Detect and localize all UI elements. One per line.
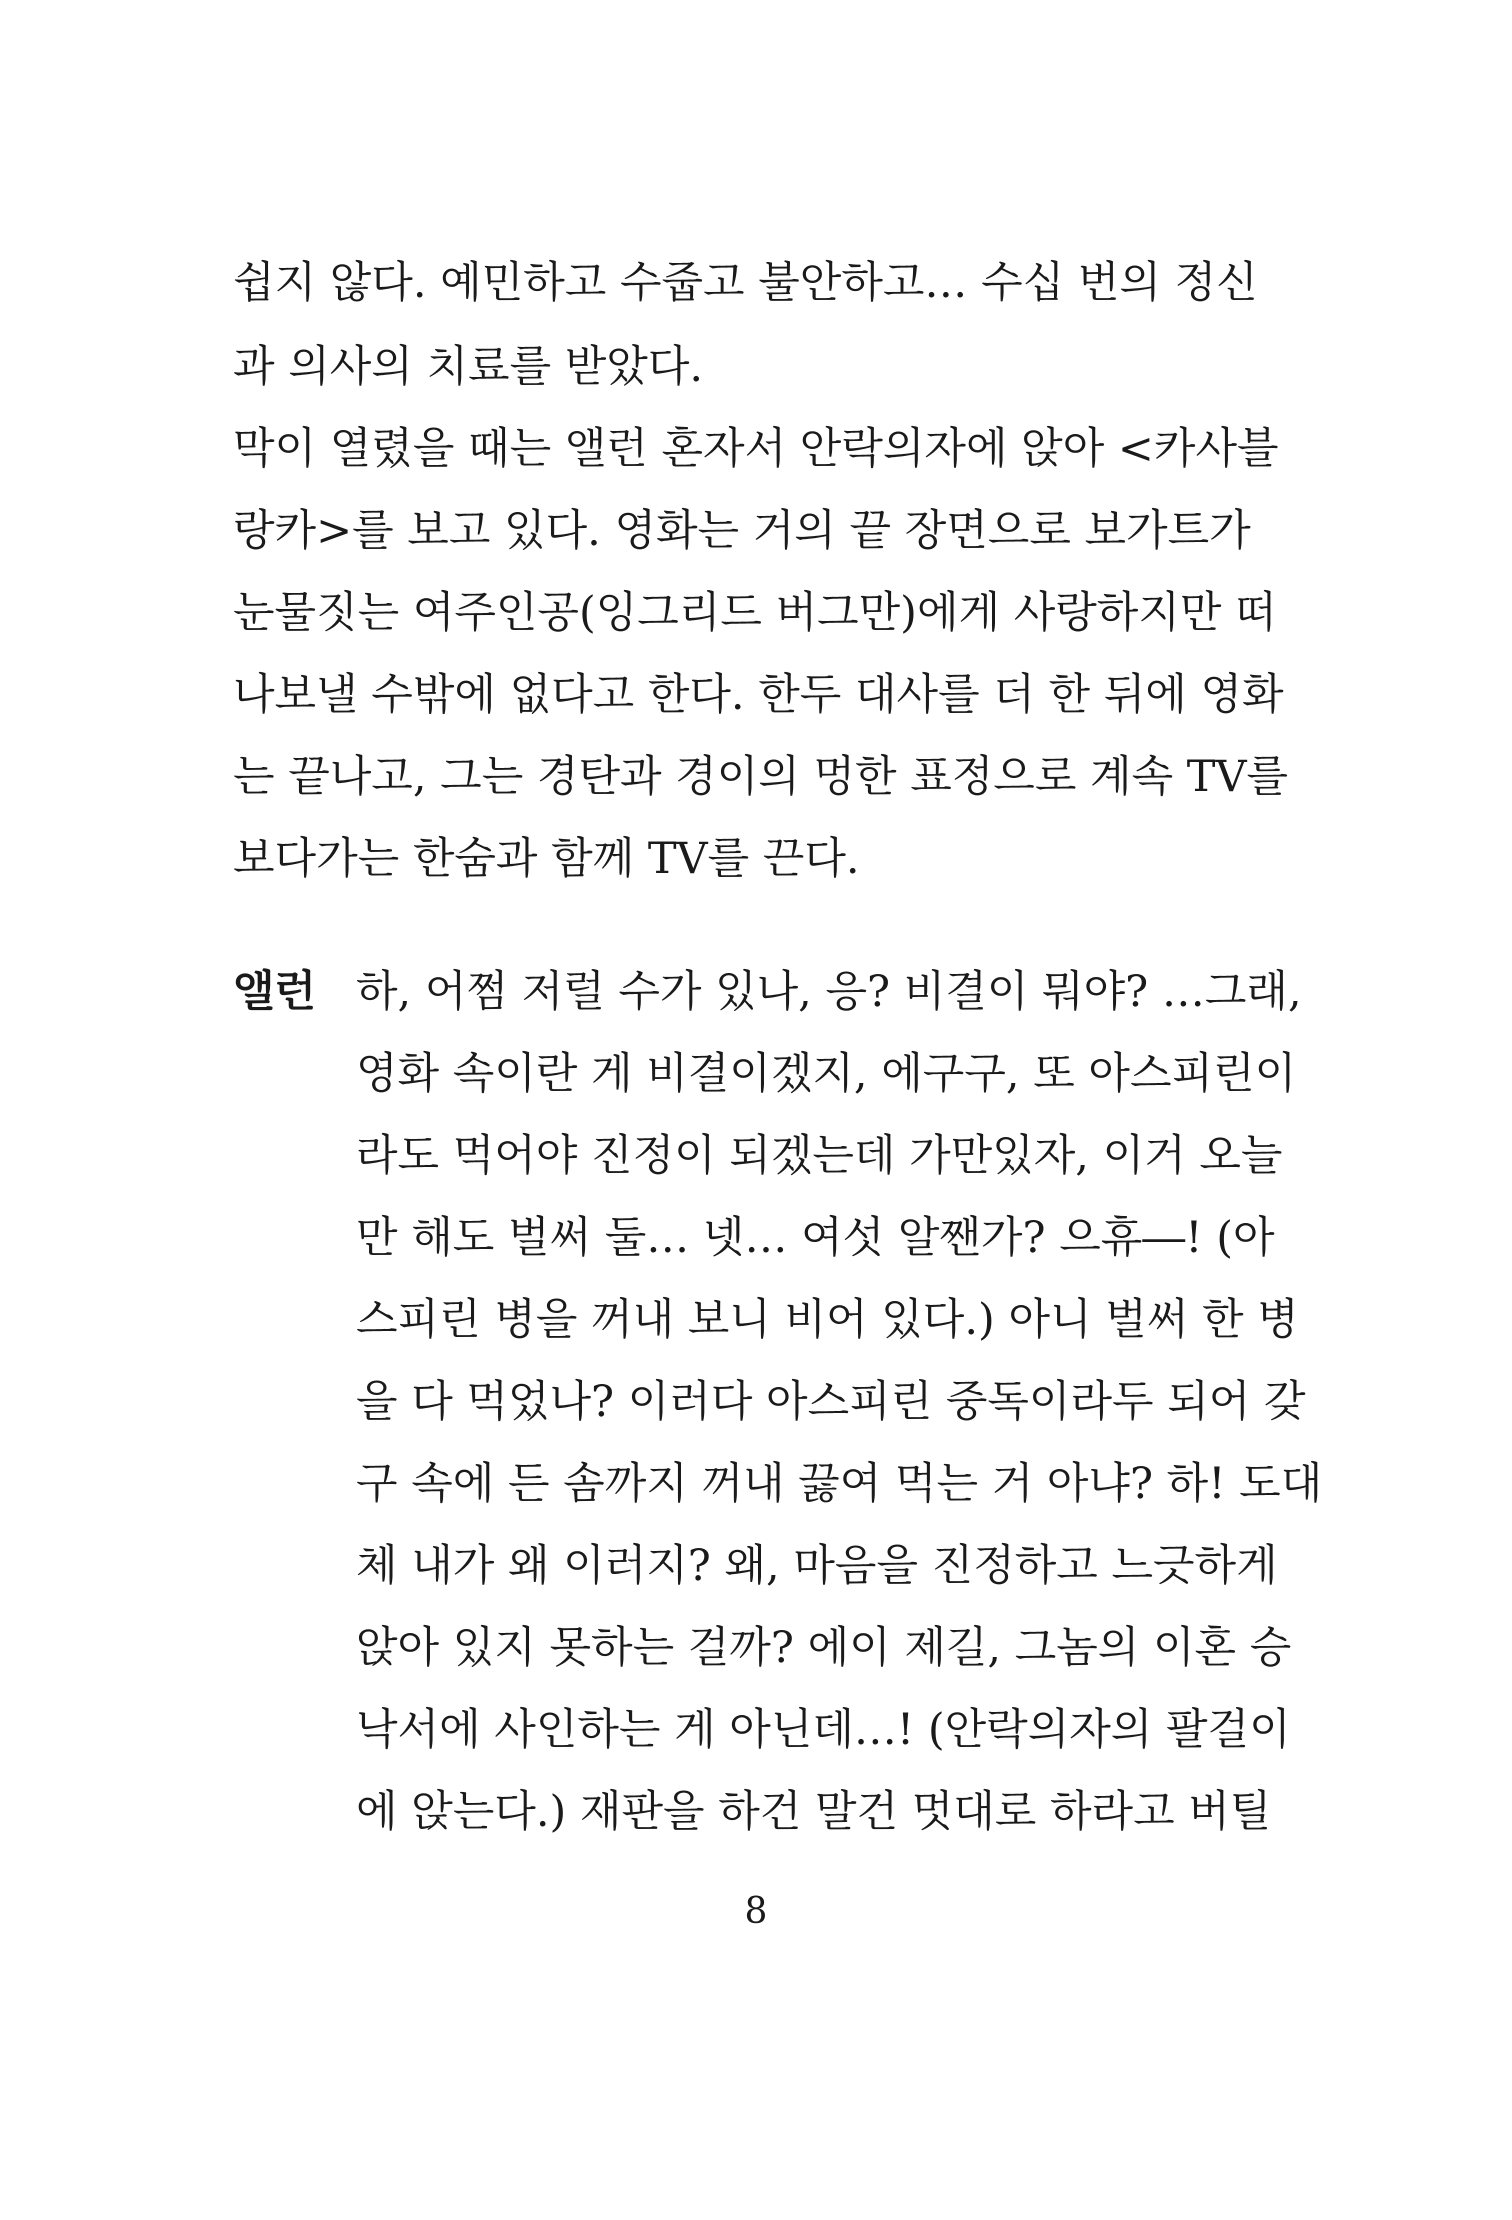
page-number: 8 xyxy=(744,1891,768,1932)
stage-direction-line: 막이 열렸을 때는 앨런 혼자서 안락의자에 앉아 <카사블 xyxy=(233,424,1279,474)
speaker-name: 앨런 xyxy=(233,967,317,1017)
stage-direction-line: 보다가는 한숨과 함께 TV를 끈다. xyxy=(233,834,860,884)
dialogue-line: 을 다 먹었나? 이러다 아스피린 중독이라두 되어 갖 xyxy=(356,1377,1306,1427)
dialogue-line: 앉아 있지 못하는 걸까? 에이 제길, 그놈의 이혼 승 xyxy=(356,1623,1292,1673)
stage-direction-line: 눈물짓는 여주인공(잉그리드 버그만)에게 사랑하지만 떠 xyxy=(233,588,1277,638)
dialogue-line: 체 내가 왜 이러지? 왜, 마음을 진정하고 느긋하게 xyxy=(356,1541,1278,1591)
dialogue-line: 에 앉는다.) 재판을 하건 말건 멋대로 하라고 버틸 xyxy=(356,1787,1272,1837)
dialogue-line: 하, 어쩜 저럴 수가 있나, 응? 비결이 뭐야? …그래, xyxy=(356,967,1302,1017)
dialogue-line: 구 속에 든 솜까지 꺼내 끓여 먹는 거 아냐? 하! 도대 xyxy=(356,1459,1323,1509)
stage-direction-line: 는 끝나고, 그는 경탄과 경이의 멍한 표정으로 계속 TV를 xyxy=(233,752,1289,802)
stage-direction-line: 나보낼 수밖에 없다고 한다. 한두 대사를 더 한 뒤에 영화 xyxy=(233,670,1284,720)
dialogue-line: 스피린 병을 꺼내 보니 비어 있다.) 아니 벌써 한 병 xyxy=(356,1295,1299,1345)
dialogue-line: 라도 먹어야 진정이 되겠는데 가만있자, 이거 오늘 xyxy=(356,1131,1283,1181)
dialogue-line: 만 해도 벌써 둘… 넷… 여섯 알짼가? 으휴―! (아 xyxy=(356,1213,1275,1263)
stage-direction-line: 쉽지 않다. 예민하고 수줍고 불안하고… 수십 번의 정신 xyxy=(233,258,1258,308)
dialogue-line: 영화 속이란 게 비결이겠지, 에구구, 또 아스피린이 xyxy=(356,1049,1297,1099)
dialogue-line: 낙서에 사인하는 게 아닌데…! (안락의자의 팔걸이 xyxy=(356,1705,1291,1755)
stage-direction-line: 랑카>를 보고 있다. 영화는 거의 끝 장면으로 보가트가 xyxy=(233,506,1251,556)
stage-direction-line: 과 의사의 치료를 받았다. xyxy=(233,342,704,392)
